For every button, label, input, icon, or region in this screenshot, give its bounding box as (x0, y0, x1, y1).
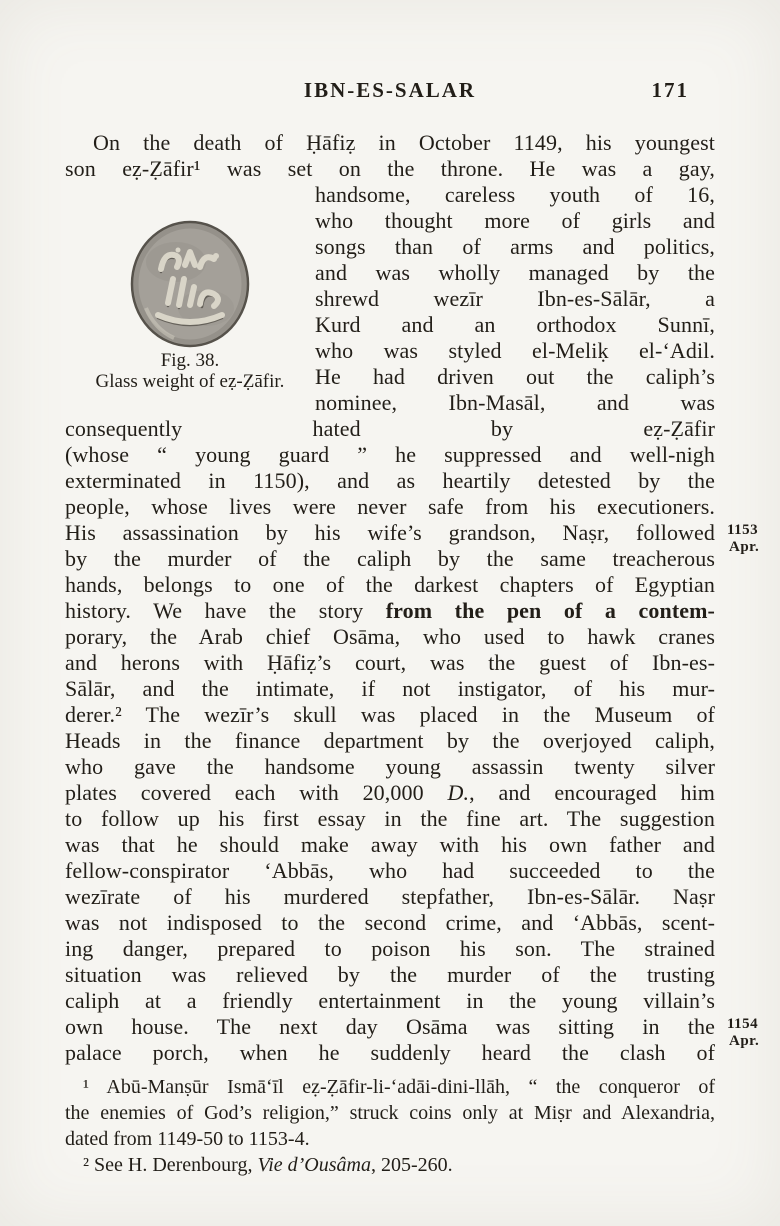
text-line: shrewd wezīr Ibn-es-Sālār, a (315, 286, 715, 311)
text-line: situation was relieved by the murder of the trusting (65, 962, 715, 987)
text-line: caliph at a friendly entertainment in the young villain’s (65, 988, 715, 1013)
text-line (65, 780, 715, 806)
text-line: people, whose lives were never safe from his executioners. (65, 494, 715, 519)
text-line: Kurd and an orthodox Sunnī, (315, 312, 715, 337)
figure-and-text-row (65, 182, 715, 442)
text-line: who was styled el-Meliḳ el-‘Adil. (315, 338, 715, 363)
intro-paragraph (65, 130, 715, 182)
text-line: and was wholly managed by the (315, 260, 715, 285)
text-line: songs than of arms and politics, (315, 234, 715, 259)
main-paragraph (65, 442, 760, 1066)
text-segment: ² See H. Derenbourg, (83, 1154, 258, 1176)
text-line: to follow up his first essay in the fine art. The suggestion (65, 806, 715, 831)
text-segment: , and encouraged him (469, 780, 716, 805)
text-line: dated from 1149-50 to 1153-4. (65, 1128, 310, 1150)
page-number: 171 (651, 78, 689, 102)
text-line: (whose “ young guard ” he suppressed and well-nigh (65, 442, 715, 467)
margin-date-note: 1154 Apr. (727, 1016, 760, 1049)
text-line: own house. The next day Osāma was sitting in the 1154 Apr. (65, 1014, 760, 1049)
text-line: nominee, Ibn-Masāl, and was (315, 390, 715, 415)
page-header (65, 78, 715, 104)
text-segment: from the pen of a contem- (385, 598, 715, 623)
text-line: ing danger, prepared to poison his son. The strained (65, 936, 715, 961)
text-segment: plates covered each with 20,000 (65, 780, 448, 805)
text-line: Sālār, and the intimate, if not instigator, of his mur- (65, 676, 715, 701)
text-line: by the murder of the caliph by the same treacherous (65, 546, 715, 571)
text-line: handsome, careless youth of 16, (315, 182, 715, 207)
text-segment: Vie d’Ousâma (257, 1154, 371, 1176)
text-line: derer.² The wezīr’s skull was placed in the Museum of (65, 702, 715, 727)
text-segment: history. We have the story (65, 598, 386, 623)
text-segment: , 205-260. (370, 1154, 453, 1176)
text-line: hands, belongs to one of the darkest chapters of Egyptian (65, 572, 715, 597)
text-line: exterminated in 1150), and as heartily detested by the (65, 468, 715, 493)
wrapped-text-column (65, 182, 715, 442)
text-line: fellow-conspirator ‘Abbās, who had succeeded to the (65, 858, 715, 883)
running-title: IBN-ES-SALAR (303, 78, 477, 102)
margin-date-note: 1153 Apr. (727, 522, 760, 555)
text-line: ¹ Abū-Manṣūr Ismā‘īl eẓ-Ẓāfir-li-‘adāi-dini-llāh, “ the conqueror of (83, 1076, 715, 1098)
text-line (65, 598, 715, 624)
text-line (65, 1152, 715, 1178)
text-line: consequently hated by eẓ-Ẓāfir (65, 416, 715, 441)
figure-caption-number: Fig. 38. (160, 350, 220, 371)
text-line: and herons with Ḥāfiẓ’s court, was the guest of Ibn-es- (65, 650, 715, 675)
text-line: was not indisposed to the second crime, and ‘Abbās, scent- (65, 910, 715, 935)
text-line: wezīrate of his murdered stepfather, Ibn-es-Sālār. Naṣr (65, 884, 715, 909)
text-line: porary, the Arab chief Osāma, who used to hawk cranes (65, 624, 715, 649)
text-line: Heads in the finance department by the overjoyed caliph, (65, 728, 715, 753)
text-segment: D. (447, 780, 470, 805)
text-line: His assassination by his wife’s grandson, Naṣr, followed 1153 Apr. (65, 520, 760, 555)
text-line: who thought more of girls and (315, 208, 715, 233)
text-line: On the death of Ḥāfiẓ in October 1149, his youngest (93, 130, 715, 155)
text-line: palace porch, when he suddenly heard the clash of (65, 1040, 715, 1065)
text-line: the enemies of God’s religion,” struck coins only at Miṣr and Alexandria, (65, 1102, 715, 1124)
text-line: son eẓ-Ẓāfir¹ was set on the throne. He was a gay, (65, 156, 715, 181)
text-line: who gave the handsome young assassin twenty silver (65, 754, 715, 779)
figure-caption-text: Glass weight of eẓ-Ẓāfir. (95, 371, 285, 392)
footnotes (65, 1074, 715, 1178)
text-line: was that he should make away with his own father and (65, 832, 715, 857)
text-line: He had driven out the caliph’s (315, 364, 715, 389)
